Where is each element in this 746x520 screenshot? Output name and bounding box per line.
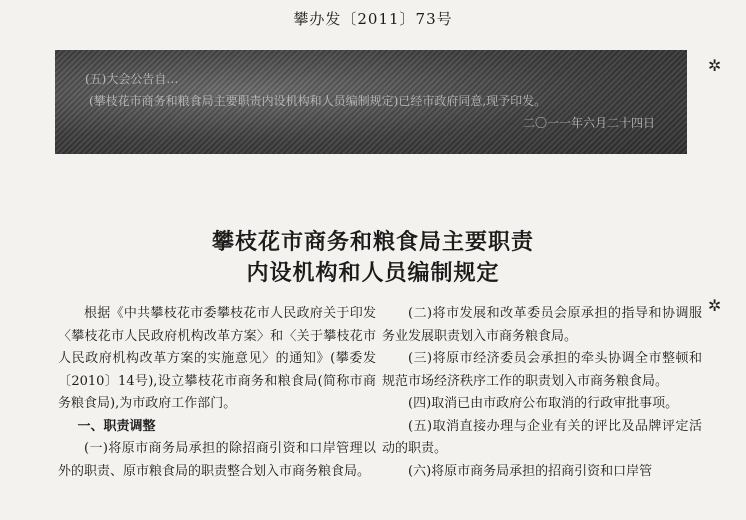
right-column [382,303,702,483]
binding-hole-icon: ✲ [708,56,722,75]
stamp-text-line-2: (攀枝花市商务和粮食局主要职责内设机构和人员编制规定)已经市政府同意,现予印发。 [89,94,547,108]
section-heading: 一、职责调整 [77,418,156,434]
duty-item-2: (二)将市发展和改革委员会原承担的指导和协调服务业发展职责划入市商务粮食局。 [382,306,702,344]
document-number: 攀办发〔2011〕73号 [293,10,453,28]
page-title-line-1: 攀枝花市商务和粮食局主要职责 [211,230,534,255]
page-title-line-2: 内设机构和人员编制规定 [246,261,500,286]
stamp-band [55,50,687,154]
duty-item-6: (六)将原市商务局承担的招商引资和口岸管 [408,463,653,479]
duty-item-5: (五)取消直接办理与企业有关的评比及品牌评定活动的职责。 [382,418,702,456]
duty-item-3: (三)将原市经济委员会承担的牵头协调全市整顿和规范市场经济秩序工作的职责划入市商务粮食局。 [382,351,702,389]
intro-paragraph: 根据《中共攀枝花市委攀枝花市人民政府关于印发〈攀枝花市人民政府机构改革方案〉和〈关于攀枝花市人民政府机构改革方案的实施意见〉的通知》(攀委发〔2010〕14号),设立攀枝花市商务和粮食局(简称市商务粮食局),为市政府工作部门。 [58,306,376,411]
binding-hole-icon: ✲ [708,296,722,315]
duty-item-4: (四)取消已由市政府公布取消的行政审批事项。 [408,396,679,411]
left-column [58,303,376,483]
stamp-date: 二〇一一年六月二十四日 [522,116,655,130]
duty-item-1: (一)将原市商务局承担的除招商引资和口岸管理以外的职责、原市粮食局的职责整合划入市商务粮食局。 [58,441,376,479]
stamp-text-line-1: (五)大会公告自… [85,72,179,86]
